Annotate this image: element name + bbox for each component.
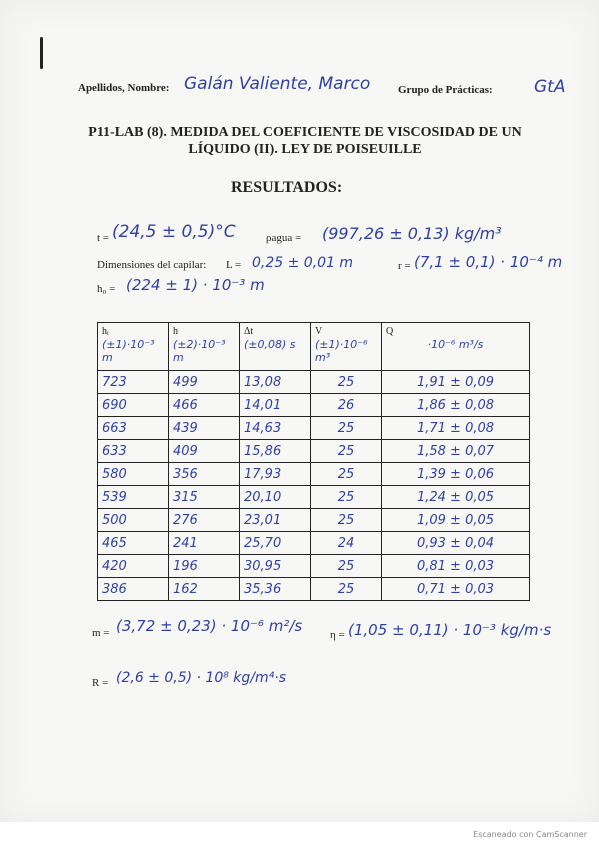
scanner-watermark: Escaneado con CamScanner xyxy=(473,830,587,839)
table-row xyxy=(98,417,530,440)
density-label: ρagua = xyxy=(266,232,302,244)
cell-v: 25 xyxy=(311,371,382,394)
h0-value: (224 ± 1) · 10⁻³ m xyxy=(126,276,265,294)
table-row xyxy=(98,555,530,578)
group-label: Grupo de Prácticas: xyxy=(398,84,493,96)
cell-v: 25 xyxy=(311,440,382,463)
header-q: Q xyxy=(386,326,394,337)
cell-q: 1,91 ± 0,09 xyxy=(382,371,530,394)
cell-h: 356 xyxy=(169,463,240,486)
table-row xyxy=(98,371,530,394)
resistance-value: (2,6 ± 0,5) · 10⁸ kg/m⁴·s xyxy=(116,670,287,686)
cell-h: 241 xyxy=(169,532,240,555)
header-h: h xyxy=(173,326,178,337)
cell-v: 24 xyxy=(311,532,382,555)
cell-v: 26 xyxy=(311,394,382,417)
header-cell-h xyxy=(169,323,240,371)
length-label: L = xyxy=(226,259,242,271)
unit-hi: (±1)·10⁻³ m xyxy=(102,338,155,364)
name-label: Apellidos, Nombre: xyxy=(78,82,170,94)
slope-label: m = xyxy=(92,627,110,639)
cell-h: 196 xyxy=(169,555,240,578)
unit-h: (±2)·10⁻³ m xyxy=(173,338,226,364)
cell-hi: 465 xyxy=(98,532,169,555)
header-cell-hi xyxy=(98,323,169,371)
cell-q: 0,71 ± 0,03 xyxy=(382,578,530,601)
cell-dt: 30,95 xyxy=(240,555,311,578)
cell-v: 25 xyxy=(311,417,382,440)
cell-dt: 14,01 xyxy=(240,394,311,417)
cell-dt: 35,36 xyxy=(240,578,311,601)
header-v: V xyxy=(315,326,323,337)
cell-hi: 723 xyxy=(98,371,169,394)
cell-q: 1,24 ± 0,05 xyxy=(382,486,530,509)
header-dt: Δt xyxy=(244,326,254,337)
cell-q: 0,81 ± 0,03 xyxy=(382,555,530,578)
pen-mark xyxy=(40,37,43,69)
group-value: GtA xyxy=(534,77,566,97)
unit-q: ·10⁻⁶ m³/s xyxy=(427,338,484,351)
cell-h: 409 xyxy=(169,440,240,463)
cell-dt: 23,01 xyxy=(240,509,311,532)
document-title: P11-LAB (8). MEDIDA DEL COEFICIENTE DE VISCOSIDAD DE UN LÍQUIDO (II). LEY DE POISEUILLE xyxy=(88,125,522,157)
cell-v: 25 xyxy=(311,463,382,486)
cell-hi: 690 xyxy=(98,394,169,417)
viscosity-value: (1,05 ± 0,11) · 10⁻³ kg/m·s xyxy=(348,621,552,639)
cell-v: 25 xyxy=(311,509,382,532)
slope-value: (3,72 ± 0,23) · 10⁻⁶ m²/s xyxy=(116,617,303,635)
cell-hi: 633 xyxy=(98,440,169,463)
cell-dt: 14,63 xyxy=(240,417,311,440)
cell-v: 25 xyxy=(311,578,382,601)
cell-dt: 13,08 xyxy=(240,371,311,394)
cell-h: 439 xyxy=(169,417,240,440)
name-value: Galán Valiente, Marco xyxy=(184,74,371,94)
unit-dt: (±0,08) s xyxy=(244,338,296,351)
results-heading: RESULTADOS: xyxy=(231,179,343,196)
cell-hi: 500 xyxy=(98,509,169,532)
table-row xyxy=(98,509,530,532)
cell-h: 466 xyxy=(169,394,240,417)
radius-value: (7,1 ± 0,1) · 10⁻⁴ m xyxy=(414,253,563,271)
table-row xyxy=(98,486,530,509)
table-row xyxy=(98,440,530,463)
cell-hi: 539 xyxy=(98,486,169,509)
header-cell-q xyxy=(382,323,530,371)
temperature-value: (24,5 ± 0,5)°C xyxy=(112,222,236,242)
cell-hi: 386 xyxy=(98,578,169,601)
cell-h: 162 xyxy=(169,578,240,601)
cell-q: 0,93 ± 0,04 xyxy=(382,532,530,555)
unit-v: (±1)·10⁻⁶ m³ xyxy=(315,338,368,364)
cell-v: 25 xyxy=(311,555,382,578)
capillary-label: Dimensiones del capilar: xyxy=(97,259,207,271)
cell-dt: 15,86 xyxy=(240,440,311,463)
resistance-label: R = xyxy=(92,677,109,689)
cell-q: 1,09 ± 0,05 xyxy=(382,509,530,532)
cell-h: 499 xyxy=(169,371,240,394)
table-row xyxy=(98,394,530,417)
cell-h: 276 xyxy=(169,509,240,532)
scan-footer xyxy=(0,822,599,848)
table-row xyxy=(98,532,530,555)
cell-hi: 420 xyxy=(98,555,169,578)
header-cell-v xyxy=(311,323,382,371)
density-value: (997,26 ± 0,13) kg/m³ xyxy=(322,224,502,243)
temperature-label: t = xyxy=(97,232,110,244)
viscosity-label: η = xyxy=(330,629,345,641)
radius-label: r = xyxy=(398,260,411,272)
table-row xyxy=(98,463,530,486)
cell-q: 1,86 ± 0,08 xyxy=(382,394,530,417)
table-row xyxy=(98,578,530,601)
cell-dt: 17,93 xyxy=(240,463,311,486)
header-cell-dt xyxy=(240,323,311,371)
cell-h: 315 xyxy=(169,486,240,509)
cell-dt: 25,70 xyxy=(240,532,311,555)
cell-hi: 663 xyxy=(98,417,169,440)
length-value: 0,25 ± 0,01 m xyxy=(252,255,354,271)
cell-q: 1,58 ± 0,07 xyxy=(382,440,530,463)
header-hi: hᵢ xyxy=(102,326,109,337)
cell-q: 1,39 ± 0,06 xyxy=(382,463,530,486)
cell-v: 25 xyxy=(311,486,382,509)
h0-label: h₀ = xyxy=(97,283,116,295)
cell-q: 1,71 ± 0,08 xyxy=(382,417,530,440)
cell-dt: 20,10 xyxy=(240,486,311,509)
cell-hi: 580 xyxy=(98,463,169,486)
results-table xyxy=(97,322,530,601)
table-header-row xyxy=(98,323,530,371)
